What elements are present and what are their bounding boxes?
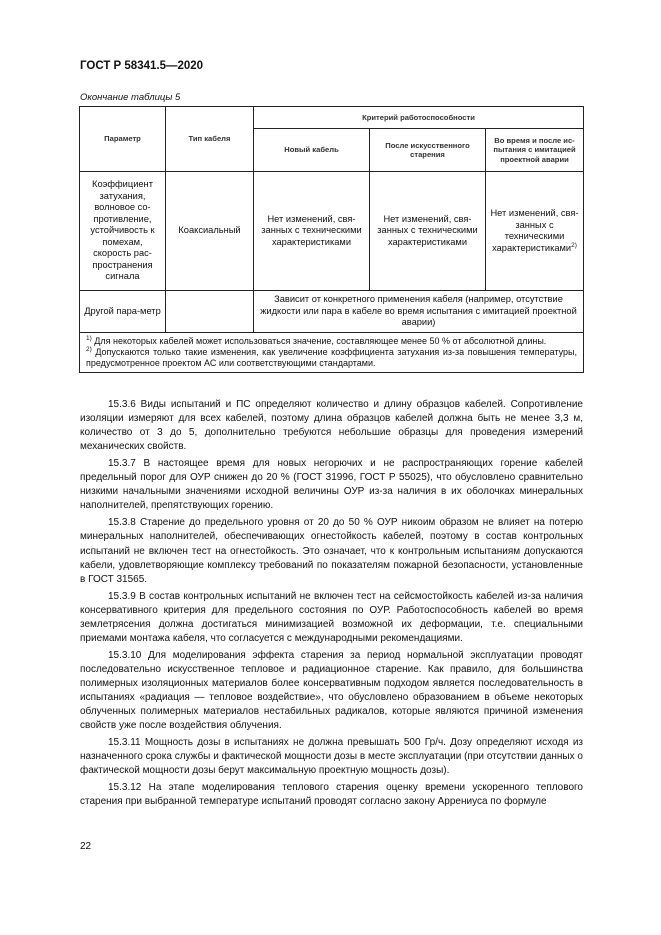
header-new-cable: Новый кабель (254, 129, 370, 172)
paragraph-15-3-9: 15.3.9 В состав контрольных испытаний не включен тест на сейсмостойкость кабелей из-за наличия консервативного критерия для предельного состояния по ОУР. Работоспособность кабелей во время землетрясения должна достигаться минимизацией возможной их деформации, т.е. специальными приемами монтажа кабеля, что согласуется с международными рекомендациями. (80, 590, 583, 644)
page-number: 22 (80, 841, 92, 852)
paragraph-15-3-6: 15.3.6 Виды испытаний и ПС определяют количество и длину образцов кабелей. Сопротивление изоляции измеряют для всех кабелей, поэтому длина образцов кабелей должна быть не менее 3,3 м, количество от 3 до 5, дополнительно требуются небольшие образцы для проведения измерений механических свойств. (80, 399, 583, 453)
table-footnotes (80, 333, 584, 373)
paragraph-15-3-12: 15.3.12 На этапе моделирования теплового старения оценку времени ускоренного теплового старения при выбранной температуре испытаний проводят согласно закону Аррениуса по формуле (80, 782, 583, 808)
header-cable-type: Тип кабеля (166, 107, 254, 172)
paragraph-15-3-7: 15.3.7 В настоящее время для новых негорючих и не распространяющих горение кабелей предельный порог для ОУР снижен до 20 % (ГОСТ 31996, ГОСТ Р 55025), что обусловлено сравнительно низкими начальными значениями исходной величины ОУР из-за наличия в их оболочках минеральных наполнителей, препятствующих горению. (80, 458, 583, 512)
header-criterion: Критерий работоспособности (254, 107, 584, 129)
footnote-2: $^{2)}$ Допускаются только такие изменения, как увеличение коэффициента затухания из-за повышения температуры, предусмотренное проектом АС или соответствующими стандартами. (86, 346, 577, 368)
cell-other-parameter: Другой пара-метр (80, 291, 166, 333)
cell-parameter: Коэффициент затухания, волновое со-противление, устойчивость к помехам, скорость рас-пространения сигнала (80, 172, 166, 291)
document-header: ГОСТ Р 58341.5—2020 (80, 60, 204, 72)
cell-accident-text: Нет изменений, свя-занных с техническими характеристиками (490, 208, 579, 253)
header-accident-test: Во время и после ис-пытания с имитацией проектной аварии (486, 129, 584, 172)
paragraph-15-3-11: 15.3.11 Мощность дозы в испытаниях не должна превышать 500 Гр/ч. Дозу определяют исходя из назначенного срока службы и фактической мощности дозы в месте эксплуатации (при отсутствии данных о фактической мощности дозы берут максимальную проектную мощность дозы). (80, 737, 583, 777)
body-text (80, 398, 583, 812)
cell-other-merged: Зависит от конкретного применения кабеля (например, отсутствие жидкости или пара в кабеле во время испытания с имитацией проектной аварии) (254, 291, 584, 333)
paragraph-15-3-8: 15.3.8 Старение до предельного уровня от 20 до 50 % ОУР никоим образом не влияет на потерю минеральных наполнителей, обеспечивающих огнестойкость кабелей, поэтому в состав контрольных испытаний не включен тест на огнестойкость. Это означает, что к контрольным испытаниям допускаются кабели, удовлетворяющие комплексу требований по показателям пожарной безопасности, установленные в ГОСТ 31565. (80, 517, 583, 585)
cell-cable-type: Коаксиальный (166, 172, 254, 291)
header-after-aging: После искусственного старения (370, 129, 486, 172)
table-5 (79, 106, 584, 373)
cell-empty (166, 291, 254, 333)
header-parameter: Параметр (80, 107, 166, 172)
cell-accident-test (486, 172, 584, 291)
cell-new-cable: Нет изменений, свя-занных с техническими характеристиками (254, 172, 370, 291)
table-caption: Окончание таблицы 5 (80, 92, 181, 103)
paragraph-15-3-10: 15.3.10 Для моделирования эффекта старения за период нормальной эксплуатации проводят последовательно искусственное тепловое и радиационное старение. Как правило, для большинства полимерных изоляционных материалов более консервативным подходом является последовательность в испытаниях «радиация — тепловое воздействие», что обусловлено образованием в объеме некоторых облученных полимерных материалов нестабильных радикалов, которые являются причиной изменения свойств уже после воздействия облучения. (80, 649, 583, 732)
footnote-1: $^{1)}$ Для некоторых кабелей может использоваться значение, составляющее менее 50 % от абсолютной длины. (86, 335, 547, 346)
cell-after-aging: Нет изменений, свя-занных с техническими характеристиками (370, 172, 486, 291)
footnote-ref: 2) (571, 241, 577, 249)
